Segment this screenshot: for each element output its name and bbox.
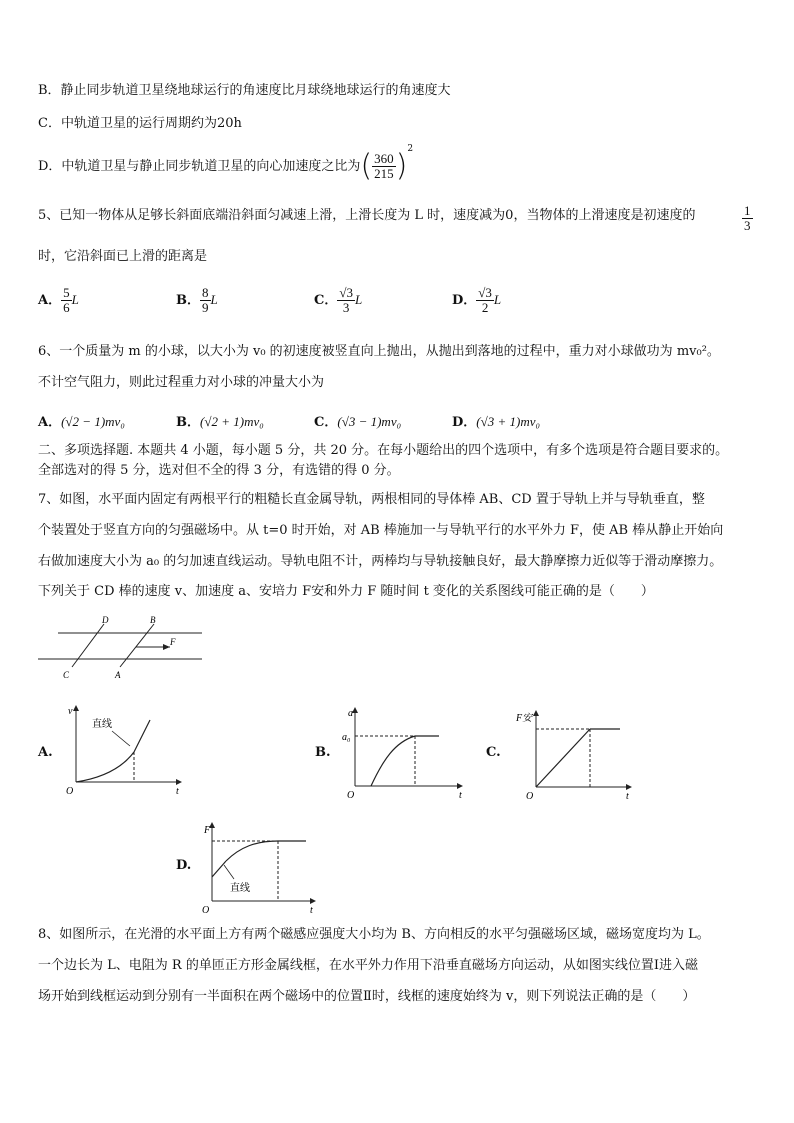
q5-stem-line2: 时，它沿斜面已上滑的距离是 [38,249,208,264]
label-c: C [63,670,70,680]
label-d: D [102,615,109,625]
level-label: a₀ [342,732,351,743]
q4-option-d-exponent: 2 [407,143,414,154]
svg-text:F: F [204,825,211,836]
section2-instructions-line1: 二、多项选择题. 本题共 4 小题，每小题 5 分，共 20 分。在每小题给出的四个选项中，有多个选项是符合题目要求的。 [38,443,729,458]
q5-option-b: B． $\frac{8}{9}$ L [176,285,218,315]
svg-text:O: O [347,790,355,801]
q7-graph-c [512,705,642,802]
q4-option-d-fraction: $\frac{360}{215}$ [374,151,394,181]
q5-option-c: C． $\frac{√3}{3}$ L [314,285,363,315]
curve [371,736,415,786]
svg-text:t: t [626,791,629,802]
svg-text:O: O [202,905,210,915]
q7-graph-b-label: B. [315,745,331,760]
q7-graph-d [196,817,326,915]
svg-text:O: O [66,786,74,797]
svg-text:a: a [348,708,353,719]
curve [226,841,278,861]
q7-graph-d-label: D. [176,858,192,873]
q5-stem-line1: 5、已知一物体从足够长斜面底端沿斜面匀减速上滑，上滑长度为 L 时，速度减为0，当物体的上滑速度是初速度的 [38,208,696,223]
q7-stem-line3: 右做加速度大小为 a₀ 的匀加速直线运动。导轨电阻不计，两棒均与导轨接触良好，最大静摩擦力近似等于滑动摩擦力。 [38,554,723,569]
note: 直线 [230,883,250,894]
q8-stem-line2: 一个边长为 L、电阻为 R 的单匝正方形金属线框，在水平外力作用下沿垂直磁场方向运动，从如图实线位置Ⅰ进入磁 [38,958,698,973]
q5-option-d: D． $\frac{√3}{2}$ L [452,285,502,315]
svg-text:t: t [459,790,462,801]
force-arrow-head [163,644,170,650]
note: 直线 [92,719,112,730]
label-b: B [150,615,156,625]
q8-stem-line1: 8、如图所示，在光滑的水平面上方有两个磁感应强度大小均为 B、方向相反的水平匀强磁场区域，磁场宽度均为 L。 [38,927,710,942]
q7-graph-b [335,700,475,802]
q7-graph-c-label: C. [486,745,501,760]
q6-option-d: D．(√3 + 1)mv₀ [452,414,541,430]
q6-option-c: C．(√3 − 1)mv₀ [314,414,402,430]
q7-stem-line2: 个装置处于竖直方向的匀强磁场中。从 t=0 时开始，对 AB 棒施加一与导轨平行的水平外力 F，使 AB 棒从静止开始向 [38,523,724,538]
q6-option-b: B．(√2 + 1)mv₀ [176,414,264,430]
q4-option-b: B．静止同步轨道卫星绕地球运行的角速度比月球绕地球运行的角速度大 [38,83,451,98]
q7-graph-a-label: A. [38,745,53,760]
straight-segment [134,720,150,752]
q6-stem-line1: 6、一个质量为 m 的小球，以大小为 v₀ 的初速度被竖直向上抛出，从抛出到落地的过程中，重力对小球做功为 mv₀²。 [38,344,720,359]
q6-stem-line2: 不计空气阻力，则此过程重力对小球的冲量大小为 [38,375,325,390]
q7-stem-line4: 下列关于 CD 棒的速度 v、加速度 a、安培力 F安和外力 F 随时间 t 变化的关系图线可能正确的是（ ） [38,584,654,599]
svg-text:v: v [68,706,73,717]
straight-segment [212,861,226,877]
q4-option-c: C．中轨道卫星的运行周期约为20h [38,116,242,131]
q4-option-d-text: D．中轨道卫星与静止同步轨道卫星的向心加速度之比为 [38,159,361,174]
q7-rails-figure [36,612,211,684]
svg-text:t: t [310,905,313,915]
curve [76,752,134,782]
q8-stem-line3: 场开始到线框运动到分别有一半面积在两个磁场中的位置Ⅱ时，线框的速度始终为 v，则下列说法正确的是（ ） [38,989,696,1004]
rod-cd [72,624,104,667]
svg-text:F安: F安 [516,713,533,724]
rod-ab [120,624,154,667]
svg-text:O: O [526,791,534,802]
q7-graph-a [62,700,192,800]
q4-option-d: D．中轨道卫星与静止同步轨道卫星的向心加速度之比为( $\frac{360}{215}$ )$^2$ [38,143,414,184]
svg-text:t: t [176,786,179,797]
q7-stem-line1: 7、如图，水平面内固定有两根平行的粗糙长直金属导轨，两根相同的导体棒 AB、CD 置于导轨上并与导轨垂直，整 [38,492,705,507]
q5-fraction: $\frac{1}{3}$ [744,203,751,233]
section2-instructions-line2: 全部选对的得 5 分，选对但不全的得 3 分，有选错的得 0 分。 [38,463,400,478]
q5-option-a: A． $\frac{5}{6}$ L [38,285,79,315]
label-f: F [170,637,176,647]
label-a: A [115,670,121,680]
q6-option-a: A．(√2 − 1)mv₀ [38,414,125,430]
line-segment [536,729,590,787]
